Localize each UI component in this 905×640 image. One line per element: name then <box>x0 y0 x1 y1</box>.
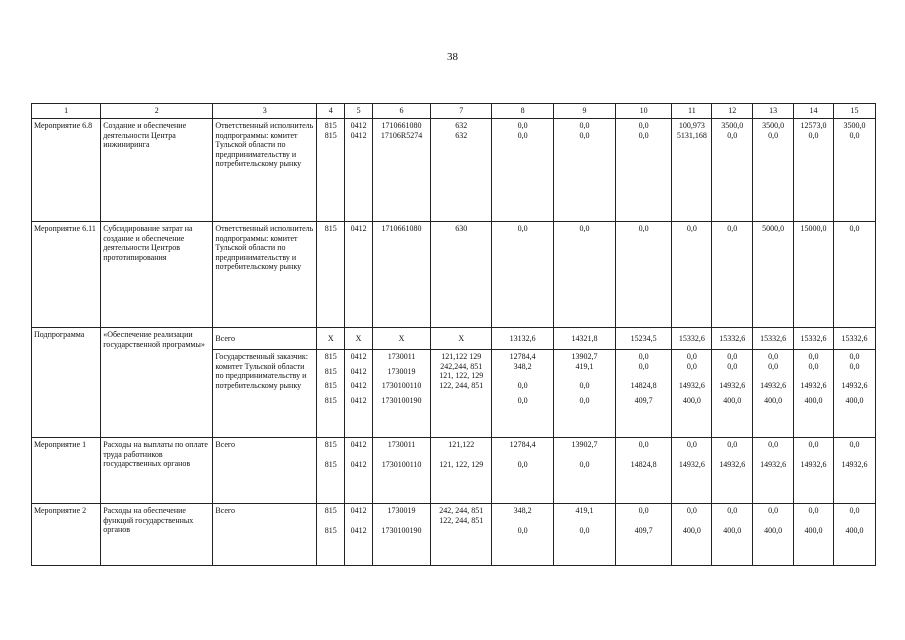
table-row <box>32 438 876 504</box>
cell-c9: 419,1 0,0 <box>554 504 616 566</box>
page-number: 38 <box>447 51 458 63</box>
cell-c9: 13902,7 0,0 <box>554 438 616 504</box>
row-total-label: Всего <box>213 328 317 350</box>
cell-c14: 0,0 14932,6 <box>794 438 834 504</box>
row-name: Мероприятие 2 <box>32 504 101 566</box>
budget-table <box>31 103 876 566</box>
table-row <box>32 504 876 566</box>
header-cell: 1 <box>32 104 101 119</box>
cell-c14: 0,0 0,0 14932,6 400,0 <box>794 350 834 438</box>
cell-c5: 0412 0412 <box>345 119 372 222</box>
header-cell: 9 <box>554 104 616 119</box>
cell-c4: 815 <box>317 222 345 328</box>
cell-c7: 121,122 129 242,244, 851 121, 122, 129 122, 244, 851 <box>431 350 492 438</box>
row-name: Мероприятие 6.11 <box>32 222 101 328</box>
cell-c5: 0412 0412 <box>345 504 372 566</box>
cell-c6: 1710661080 <box>372 222 431 328</box>
row-executor: Ответственный исполнитель подпрограммы: комитет Тульской области по предпринимательству и потребительскому рынку <box>213 119 317 222</box>
row-executor: Всего <box>213 438 317 504</box>
row-name: Мероприятие 6.8 <box>32 119 101 222</box>
table-row <box>32 119 876 222</box>
cell-c5: 0412 0412 <box>345 438 372 504</box>
table-row <box>32 328 876 350</box>
cell-c15: 0,0 0,0 14932,6 400,0 <box>833 350 875 438</box>
total-c4: Х <box>317 328 345 350</box>
row-name: Мероприятие 1 <box>32 438 101 504</box>
row-title: «Обеспечение реализации государственной программы» <box>101 328 213 438</box>
cell-c6: 1710661080 17106R5274 <box>372 119 431 222</box>
cell-c11: 0,0 14932,6 <box>672 438 712 504</box>
cell-c8: 348,2 0,0 <box>492 504 554 566</box>
cell-c13: 5000,0 <box>753 222 794 328</box>
cell-c11: 0,0 0,0 14932,6 400,0 <box>672 350 712 438</box>
total-c5: Х <box>345 328 372 350</box>
cell-c14: 0,0 400,0 <box>794 504 834 566</box>
cell-c11: 100,973 5131,168 <box>672 119 712 222</box>
cell-c15: 0,0 <box>833 222 875 328</box>
cell-c5: 0412 <box>345 222 372 328</box>
header-cell: 8 <box>492 104 554 119</box>
cell-c15: 0,0 14932,6 <box>833 438 875 504</box>
cell-c9: 13902,7 419,1 0,0 0,0 <box>554 350 616 438</box>
row-executor: Государственный заказчик: комитет Тульской области по предпринимательству и потребительскому рынку <box>213 350 317 438</box>
cell-c12: 3500,0 0,0 <box>712 119 753 222</box>
row-title: Создание и обеспечение деятельности Центра инжиниринга <box>101 119 213 222</box>
header-cell: 3 <box>213 104 317 119</box>
cell-c14: 15000,0 <box>794 222 834 328</box>
total-c8: 13132,6 <box>492 328 554 350</box>
cell-c10: 0,0 14824,8 <box>615 438 672 504</box>
header-cell: 6 <box>372 104 431 119</box>
cell-c7: 242, 244, 851 122, 244, 851 <box>431 504 492 566</box>
cell-c15: 0,0 400,0 <box>833 504 875 566</box>
row-title: Субсидирование затрат на создание и обеспечение деятельности Центров прототипирования <box>101 222 213 328</box>
cell-c10: 0,0 0,0 14824,8 409,7 <box>615 350 672 438</box>
cell-c15: 3500,0 0,0 <box>833 119 875 222</box>
cell-c6: 1730019 1730100190 <box>372 504 431 566</box>
cell-c8: 12784,4 348,2 0,0 0,0 <box>492 350 554 438</box>
cell-c12: 0,0 400,0 <box>712 504 753 566</box>
total-c10: 15234,5 <box>615 328 672 350</box>
total-c6: Х <box>372 328 431 350</box>
header-cell: 13 <box>753 104 794 119</box>
row-executor: Ответственный исполнитель подпрограммы: комитет Тульской области по предпринимательству и потребительскому рынку <box>213 222 317 328</box>
row-title: Расходы на выплаты по оплате труда работников государственных органов <box>101 438 213 504</box>
header-row <box>32 104 876 119</box>
cell-c7: 121,122 121, 122, 129 <box>431 438 492 504</box>
cell-c13: 3500,0 0,0 <box>753 119 794 222</box>
cell-c8: 12784,4 0,0 <box>492 438 554 504</box>
cell-c4: 815 815 <box>317 504 345 566</box>
cell-c9: 0,0 <box>554 222 616 328</box>
cell-c9: 0,0 0,0 <box>554 119 616 222</box>
cell-c10: 0,0 <box>615 222 672 328</box>
cell-c10: 0,0 0,0 <box>615 119 672 222</box>
cell-c4: 815 815 <box>317 438 345 504</box>
cell-c11: 0,0 400,0 <box>672 504 712 566</box>
cell-c5: 0412 0412 0412 0412 <box>345 350 372 438</box>
cell-c10: 0,0 409,7 <box>615 504 672 566</box>
cell-c6: 1730011 1730019 1730100110 1730100190 <box>372 350 431 438</box>
total-c7: Х <box>431 328 492 350</box>
cell-c11: 0,0 <box>672 222 712 328</box>
total-c12: 15332,6 <box>712 328 753 350</box>
cell-c8: 0,0 0,0 <box>492 119 554 222</box>
header-cell: 7 <box>431 104 492 119</box>
cell-c6: 1730011 1730100110 <box>372 438 431 504</box>
header-cell: 2 <box>101 104 213 119</box>
header-cell: 14 <box>794 104 834 119</box>
row-name: Подпрограмма <box>32 328 101 438</box>
header-cell: 15 <box>833 104 875 119</box>
cell-c4: 815 815 <box>317 119 345 222</box>
cell-c7: 630 <box>431 222 492 328</box>
total-c14: 15332,6 <box>794 328 834 350</box>
table-row <box>32 222 876 328</box>
header-cell: 11 <box>672 104 712 119</box>
cell-c13: 0,0 400,0 <box>753 504 794 566</box>
cell-c7: 632 632 <box>431 119 492 222</box>
header-cell: 12 <box>712 104 753 119</box>
total-c15: 15332,6 <box>833 328 875 350</box>
total-c11: 15332,6 <box>672 328 712 350</box>
header-cell: 4 <box>317 104 345 119</box>
cell-c12: 0,0 14932,6 <box>712 438 753 504</box>
row-title: Расходы на обеспечение функций государственных органов <box>101 504 213 566</box>
total-c13: 15332,6 <box>753 328 794 350</box>
cell-c13: 0,0 0,0 14932,6 400,0 <box>753 350 794 438</box>
row-executor: Всего <box>213 504 317 566</box>
cell-c14: 12573,0 0,0 <box>794 119 834 222</box>
cell-c12: 0,0 0,0 14932,6 400,0 <box>712 350 753 438</box>
cell-c13: 0,0 14932,6 <box>753 438 794 504</box>
cell-c4: 815 815 815 815 <box>317 350 345 438</box>
cell-c12: 0,0 <box>712 222 753 328</box>
header-cell: 5 <box>345 104 372 119</box>
cell-c8: 0,0 <box>492 222 554 328</box>
total-c9: 14321,8 <box>554 328 616 350</box>
header-cell: 10 <box>615 104 672 119</box>
